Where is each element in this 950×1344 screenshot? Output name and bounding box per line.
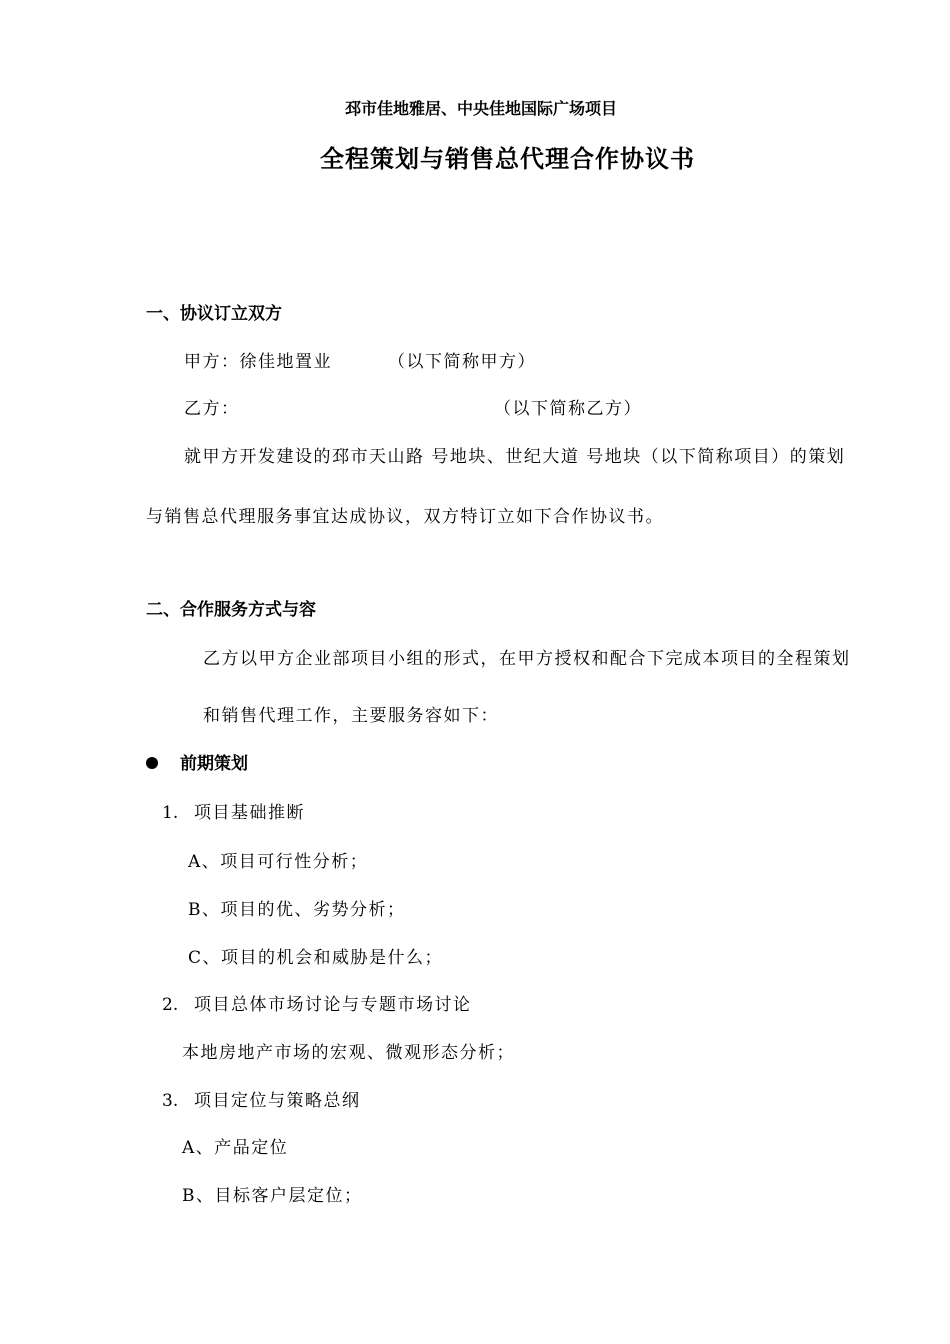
bullet-icon: [146, 757, 158, 769]
party-b: 乙方：: [184, 399, 240, 419]
document-subtitle: 邳市佳地雅居、中央佳地国际广场项目: [345, 99, 618, 118]
section1-paragraph-line2: 与销售总代理服务事宜达成协议，双方特订立如下合作协议书。: [146, 507, 664, 527]
item3-title: 项目定位与策略总纲: [194, 1091, 361, 1111]
item1-sub-b: B、项目的优、劣势分析；: [188, 900, 406, 920]
item2-sub: 本地房地产市场的宏观、微观形态分析；: [182, 1043, 515, 1063]
item1-title: 项目基础推断: [194, 803, 305, 823]
party-a: 甲方：徐佳地置业: [184, 352, 332, 372]
item1-sub-a: A、项目可行性分析；: [188, 852, 369, 872]
party-a-note: （以下简称甲方）: [388, 352, 536, 372]
bullet-title: 前期策划: [180, 754, 248, 774]
section1-heading: 一、协议订立双方: [146, 304, 282, 324]
item1-number: 1.: [162, 803, 179, 823]
document-title: 全程策划与销售总代理合作协议书: [320, 145, 695, 173]
item2-title: 项目总体市场讨论与专题市场讨论: [194, 995, 472, 1015]
section2-paragraph-line2: 和销售代理工作，主要服务容如下：: [203, 706, 499, 726]
party-b-note: （以下简称乙方）: [494, 399, 642, 419]
item1-sub-c: C、项目的机会和威胁是什么；: [188, 948, 444, 968]
section1-paragraph-line1: 就甲方开发建设的邳市天山路 号地块、世纪大道 号地块（以下简称项目）的策划: [184, 447, 846, 467]
item3-sub-a: A、产品定位: [182, 1138, 289, 1158]
section2-paragraph-line1: 乙方以甲方企业部项目小组的形式，在甲方授权和配合下完成本项目的全程策划: [203, 649, 851, 669]
section2-heading: 二、合作服务方式与容: [146, 600, 316, 620]
item3-number: 3.: [162, 1091, 179, 1111]
item3-sub-b: B、目标客户层定位；: [182, 1186, 363, 1206]
item2-number: 2.: [162, 995, 179, 1015]
